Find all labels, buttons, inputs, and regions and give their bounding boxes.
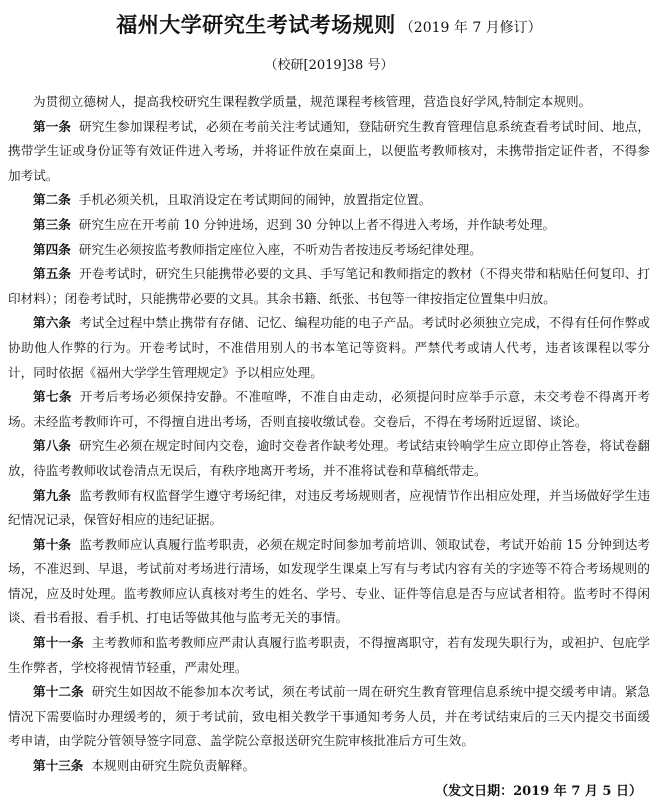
article-text: 开考后考场必须保持安静。不准喧哗，不准自由走动，必须提问时应举手示意，未交考卷不得离开考场。未经监考教师许可，不得擅自进出考场，否则直接收缴试卷。交卷后，不得在考场附近逗留、谈论。 — [8, 389, 651, 429]
article-paragraph — [8, 311, 650, 385]
article-label: 第十三条 — [33, 758, 84, 774]
article-label: 第十二条 — [33, 684, 84, 700]
revision-note: （2019 年 7 月修订） — [399, 20, 542, 36]
article-text: 研究生必须按监考教师指定座位入座，不听劝告者按违反考场纪律处理。 — [78, 241, 482, 257]
article-label: 第一条 — [33, 118, 72, 134]
article-text: 本规则由研究生院负责解释。 — [91, 758, 256, 774]
article-text: 研究生必须在规定时间内交卷，逾时交卷者作缺考处理。考试结束铃响学生应立即停止答卷，将试卷翻放，待监考教师收试卷清点无误后，有秩序地离开考场，并不准将试卷和草稿纸带走。 — [8, 438, 651, 478]
article-text: 手机必须关机，且取消设定在考试期间的闹钟，放置指定位置。 — [78, 192, 432, 208]
article-text: 考试全过程中禁止携带有存储、记忆、编程功能的电子产品。考试时必须独立完成，不得有任何作弊或协助他人作弊的行为。开卷考试时，不准借用别人的书本笔记等资料。严禁代考或请人代考，违者该课程以零分计，同时依据《福州大学学生管理规定》予以相应处理。 — [8, 315, 651, 380]
article-label: 第十条 — [33, 536, 72, 552]
article-label: 第六条 — [33, 315, 72, 331]
article-text: 监考教师有权监督学生遵守考场纪律，对违反考场规则者，应视情节作出相应处理，并当场做好学生违纪情况记录，保管好相应的违纪证据。 — [8, 487, 651, 528]
article-paragraph — [8, 754, 650, 779]
article-text: 开卷考试时，研究生只能携带必要的文具、手写笔记和教师指定的教材（不得夹带和粘贴任何复印、打印材料）；闭卷考试时，只能携带必要的文具。其余书籍、纸张、书包等一律按指定位置集中归放。 — [8, 266, 651, 306]
article-text: 研究生如因故不能参加本次考试，须在考试前一周在研究生教育管理信息系统中提交缓考申请。紧急情况下需要临时办理缓考的，须于考试前，致电相关教学干事通知考务人员，并在考试结束后的三天内提交书面缓考申请，由学院分管领导签字同意、盖学院公章报送研究生院审核批准后方可生效。 — [8, 684, 651, 749]
article-label: 第四条 — [33, 241, 71, 257]
article-text: 主考教师和监考教师应严肃认真履行监考职责，不得擅离职守，若有发现失职行为，或袒护、包庇学生作弊者，学校将视情节轻重，严肃处理。 — [8, 635, 651, 675]
article-paragraph — [8, 188, 650, 213]
article-label: 第五条 — [33, 266, 72, 282]
document-number: （校研[2019]38 号） — [264, 58, 394, 73]
document-title-line — [8, 8, 650, 42]
article-paragraph — [8, 262, 650, 311]
article-text: 研究生参加课程考试，必须在考前关注考试通知，登陆研究生教育管理信息系统查看考试时间、地点，携带学生证或身份证等有效证件进入考场，并将证件放在桌面上，以便监考教师核对，未携带指定证件者，不得参加考试。 — [8, 118, 651, 183]
article-label: 第八条 — [33, 438, 72, 454]
article-label: 第三条 — [33, 216, 71, 232]
article-paragraph — [8, 238, 650, 263]
issue-date: （发文日期：2019 年 7 月 5 日） — [435, 784, 642, 799]
article-paragraph — [8, 680, 650, 754]
article-text: 监考教师应认真履行监考职责，必须在规定时间参加考前培训、领取试卷，考试开始前 15 分钟到达考场，不准迟到、早退，考试前对考场进行清场，如发现学生课桌上写有与考试内容有关的字迹等不符合考场规则的情况，应及时处理。监考教师应认真核对考生的姓名、学号、专业、证件等信息是否与应试者相符。监考时不得闲谈、看书看报、看手机、打电话等做其他与监考无关的事情。 — [8, 536, 650, 626]
article-paragraph — [8, 484, 650, 533]
article-paragraph — [8, 533, 650, 631]
article-paragraph — [8, 434, 650, 483]
article-label: 第七条 — [33, 389, 72, 405]
article-label: 第十一条 — [33, 635, 84, 651]
article-paragraph — [8, 213, 650, 238]
document-body — [8, 90, 650, 779]
article-list — [8, 115, 650, 779]
article-paragraph — [8, 631, 650, 680]
article-label: 第二条 — [33, 192, 71, 208]
document-title: 福州大学研究生考试考场规则 — [116, 12, 396, 37]
intro-paragraph: 为贯彻立德树人，提高我校研究生课程教学质量，规范课程考核管理，营造良好学风,特制定本规则。 — [33, 94, 592, 109]
article-label: 第九条 — [33, 487, 72, 503]
article-paragraph — [8, 385, 650, 434]
article-paragraph — [8, 115, 650, 189]
article-text: 研究生应在开考前 10 分钟进场，迟到 30 分钟以上者不得进入考场，并作缺考处理。 — [78, 216, 556, 232]
